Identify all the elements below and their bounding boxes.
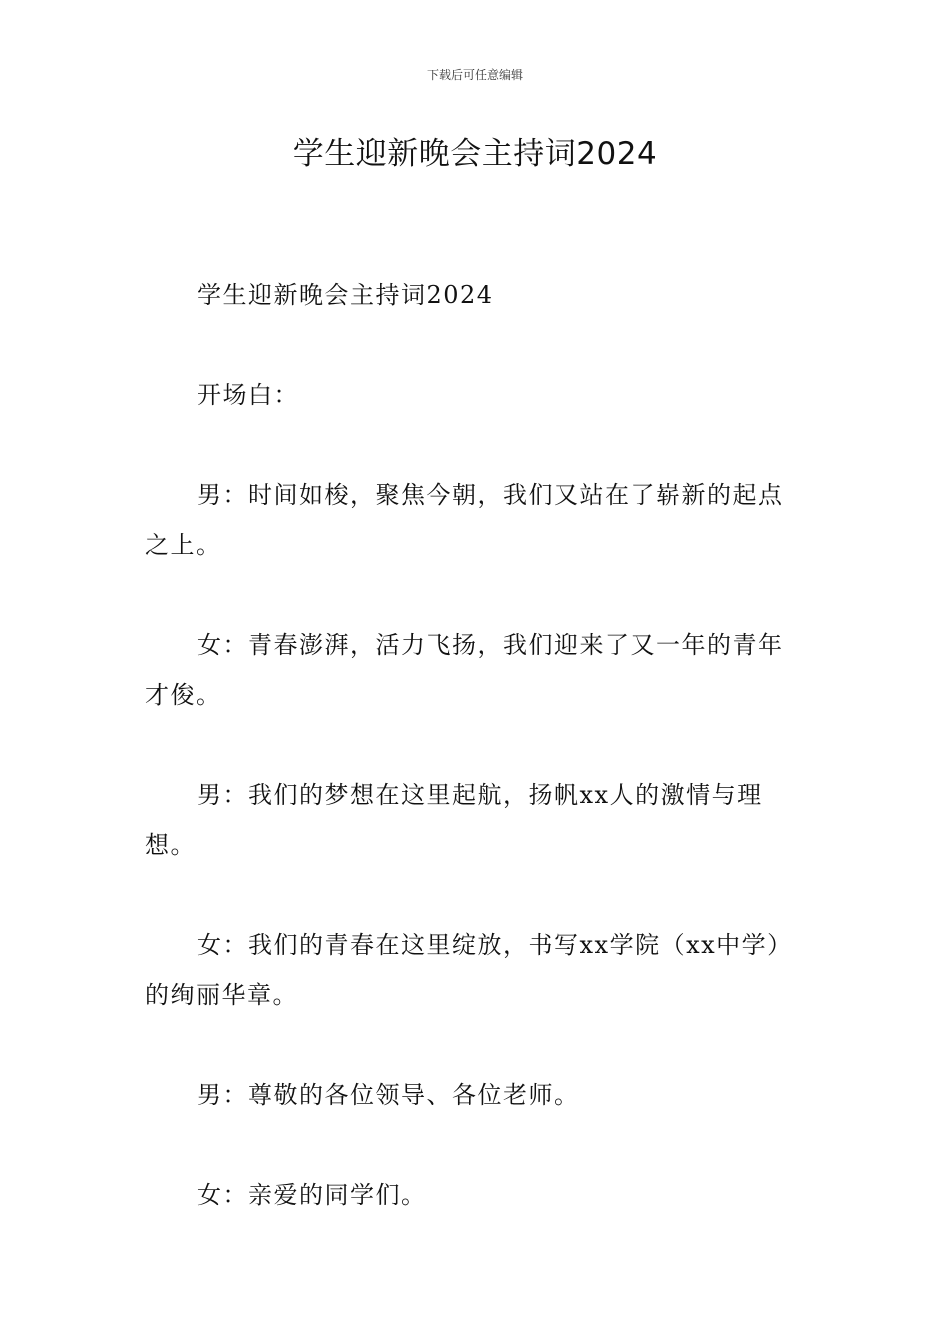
document-title: 学生迎新晚会主持词2024 xyxy=(292,136,658,172)
paragraph-subtitle: 学生迎新晚会主持词2024 xyxy=(197,281,494,309)
paragraph-male-1: 男：时间如梭，聚焦今朝，我们又站在了崭新的起点之上。 xyxy=(145,481,784,559)
paragraph-female-1: 女：青春澎湃，活力飞扬，我们迎来了又一年的青年才俊。 xyxy=(145,631,784,709)
paragraph-opening-label: 开场白： xyxy=(197,381,299,409)
paragraph-male-3: 男：尊敬的各位领导、各位老师。 xyxy=(197,1081,580,1109)
paragraph-female-2: 女：我们的青春在这里绽放，书写xx学院（xx中学）的绚丽华章。 xyxy=(145,931,793,1009)
paragraph-male-2: 男：我们的梦想在这里起航，扬帆xx人的激情与理想。 xyxy=(145,781,763,859)
document-body xyxy=(145,270,805,1270)
paragraph-female-3: 女：亲爱的同学们。 xyxy=(197,1181,427,1209)
header-note: 下载后可任意编辑 xyxy=(426,68,523,82)
